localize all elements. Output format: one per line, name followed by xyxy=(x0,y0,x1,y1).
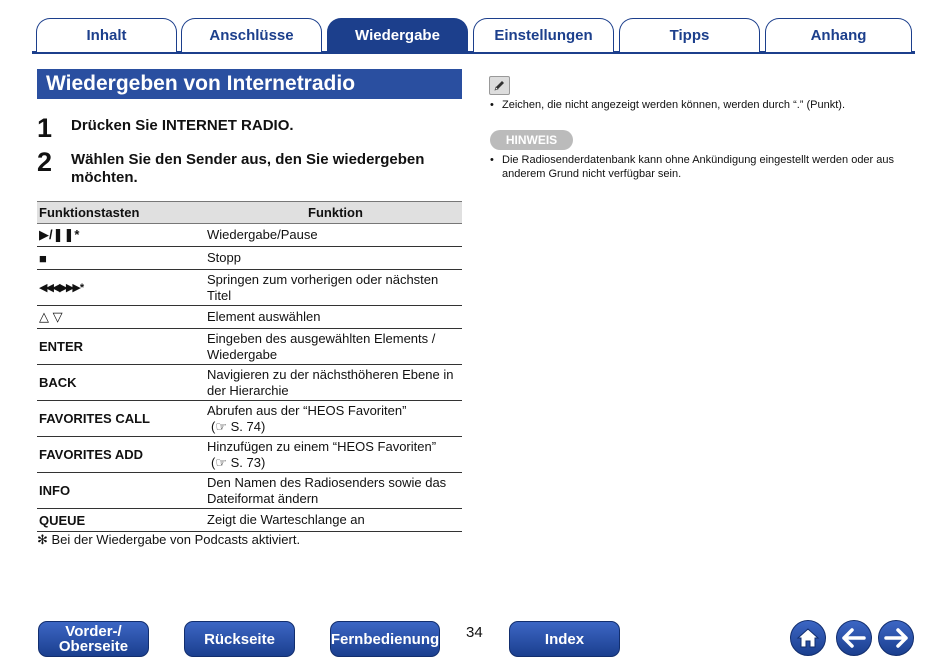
key-enter: ENTER xyxy=(39,339,84,354)
function-text: Zeigt die Warteschlange an xyxy=(207,512,365,527)
tab-einstellungen[interactable]: Einstellungen xyxy=(473,18,614,52)
table-row xyxy=(37,306,462,329)
tab-anschluesse[interactable]: Anschlüsse xyxy=(181,18,322,52)
pencil-icon xyxy=(489,76,510,95)
key-skip: ◀◀◀ ▶▶▶ * xyxy=(39,282,83,294)
tab-inhalt[interactable]: Inhalt xyxy=(36,18,177,52)
header-function: Funktion xyxy=(308,205,363,220)
key-favorites-call: FAVORITES CALL xyxy=(39,411,150,426)
table-row xyxy=(37,365,462,401)
table-row xyxy=(37,247,462,270)
remote-button[interactable]: Fernbedienung xyxy=(330,621,440,657)
arrow-left-icon xyxy=(841,628,867,648)
top-tab-bar xyxy=(32,16,915,54)
function-text: Wiedergabe/Pause xyxy=(207,227,318,242)
function-main: Abrufen aus der “HEOS Favoriten” xyxy=(207,402,407,418)
step-1 xyxy=(37,114,451,142)
function-text xyxy=(207,437,462,473)
key-stop: ■ xyxy=(39,250,47,266)
front-top-button[interactable] xyxy=(38,621,149,657)
note-item xyxy=(490,98,910,112)
function-text xyxy=(207,401,462,437)
arrow-right-icon xyxy=(883,628,909,648)
table-row xyxy=(37,509,462,532)
table-row xyxy=(37,270,462,306)
bullet-icon: • xyxy=(490,99,494,111)
page-title: Wiedergeben von Internetradio xyxy=(37,69,462,99)
table-row xyxy=(37,224,462,247)
key-favorites-add: FAVORITES ADD xyxy=(39,447,144,462)
table-row xyxy=(37,401,462,437)
hinweis-item xyxy=(490,153,910,181)
page-ref-link[interactable]: (☞ S. 74) xyxy=(211,418,266,434)
key-queue: QUEUE xyxy=(39,512,86,528)
function-text: Eingeben des ausgewählten Elements / Wiedergabe xyxy=(207,330,436,362)
step-number: 1 xyxy=(37,113,53,143)
index-button[interactable]: Index xyxy=(509,621,620,657)
key-up-down: △ ▽ xyxy=(39,309,63,324)
function-text: Element auswählen xyxy=(207,309,321,324)
step-text: Drücken Sie INTERNET RADIO. xyxy=(71,117,294,134)
tab-anhang[interactable]: Anhang xyxy=(765,18,912,52)
page-number: 34 xyxy=(466,624,483,641)
step-2 xyxy=(37,148,451,187)
function-text: Stopp xyxy=(207,250,241,265)
key-play-pause: ▶/❚❚* xyxy=(39,227,80,242)
home-icon xyxy=(796,627,820,649)
table-row xyxy=(37,329,462,365)
front-top-label-line2: Oberseite xyxy=(58,638,129,655)
key-info: INFO xyxy=(39,483,71,498)
home-button[interactable] xyxy=(790,620,826,656)
pencil-icon-svg xyxy=(493,79,506,92)
table-row xyxy=(37,437,462,473)
tab-wiedergabe[interactable]: Wiedergabe xyxy=(327,18,468,52)
step-text: Wählen Sie den Sender aus, den Sie wiedergeben möchten. xyxy=(71,151,425,186)
hinweis-badge: HINWEIS xyxy=(490,130,573,150)
function-text: Springen zum vorherigen oder nächsten Titel xyxy=(207,271,439,303)
header-keys: Funktionstasten xyxy=(39,205,140,220)
front-top-label-line1: Vorder-/ xyxy=(65,623,122,640)
back-panel-button[interactable]: Rückseite xyxy=(184,621,295,657)
hinweis-text: Die Radiosenderdatenbank kann ohne Ankündigung eingestellt werden oder aus anderem Grund nicht verfügbar sein. xyxy=(502,154,895,180)
key-back: BACK xyxy=(39,375,77,390)
function-main: Hinzufügen zu einem “HEOS Favoriten” xyxy=(207,438,437,454)
function-table xyxy=(37,201,462,532)
forward-arrow-button[interactable] xyxy=(878,620,914,656)
table-header xyxy=(37,201,462,224)
function-text: Navigieren zu der nächsthöheren Ebene in der Hierarchie xyxy=(207,366,454,398)
tab-tipps[interactable]: Tipps xyxy=(619,18,760,52)
table-row xyxy=(37,473,462,509)
back-arrow-button[interactable] xyxy=(836,620,872,656)
bullet-icon: • xyxy=(490,154,494,166)
footnote: ✻ Bei der Wiedergabe von Podcasts aktiviert. xyxy=(37,532,301,547)
note-text: Zeichen, die nicht angezeigt werden können, werden durch “.” (Punkt). xyxy=(502,99,846,111)
page-ref-link[interactable]: (☞ S. 73) xyxy=(211,454,266,470)
function-text: Den Namen des Radiosenders sowie das Dateiformat ändern xyxy=(207,474,447,506)
step-number: 2 xyxy=(37,147,53,177)
